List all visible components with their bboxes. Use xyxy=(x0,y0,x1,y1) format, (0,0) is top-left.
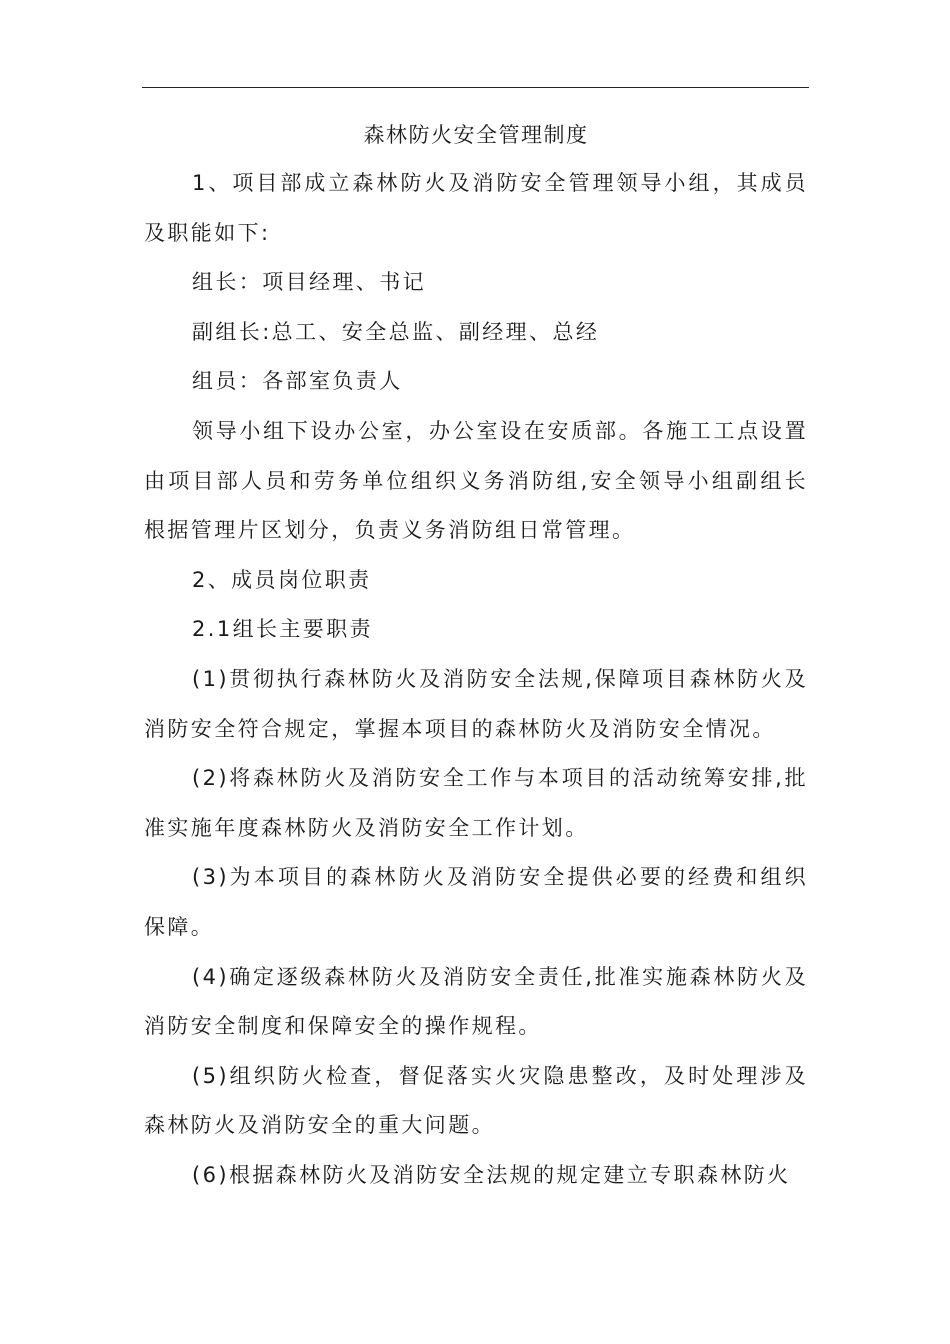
paragraph-org-setup: 1、项目部成立森林防火及消防安全管理领导小组，其成员及职能如下: xyxy=(144,171,808,245)
document-body xyxy=(144,111,808,1200)
paragraph-duty-6: (6)根据森林防火及消防安全法规的规定建立专职森林防火 xyxy=(192,1162,791,1187)
paragraph-members: 组员：各部室负责人 xyxy=(192,369,403,394)
paragraph-duty-4: (4)确定逐级森林防火及消防安全责任,批准实施森林防火及消防安全制度和保障安全的操作规程。 xyxy=(144,964,808,1039)
paragraph-section-2: 2、成员岗位职责 xyxy=(192,567,372,592)
paragraph-duty-3: (3)为本项目的森林防火及消防安全提供必要的经费和组织保障。 xyxy=(144,865,808,939)
header-rule xyxy=(142,87,809,88)
paragraph-section-2-1: 2.1组长主要职责 xyxy=(192,617,373,642)
paragraph-office: 领导小组下设办公室，办公室设在安质部。各施工工点设置由项目部人员和劳务单位组织义务消防组,安全领导小组副组长根据管理片区划分，负责义务消防组日常管理。 xyxy=(144,418,808,543)
paragraph-duty-2: (2)将森林防火及消防安全工作与本项目的活动统筹安排,批准实施年度森林防火及消防安全工作计划。 xyxy=(144,766,808,840)
paragraph-deputy-leader: 副组长:总工、安全总监、副经理、总经 xyxy=(192,319,600,344)
paragraph-leader: 组长：项目经理、书记 xyxy=(192,270,426,295)
document-title: 森林防火安全管理制度 xyxy=(363,123,589,147)
paragraph-duty-1: (1)贯彻执行森林防火及消防安全法规,保障项目森林防火及消防安全符合规定，掌握本项目的森林防火及消防安全情况。 xyxy=(144,666,808,741)
paragraph-duty-5: (5)组织防火检查，督促落实火灾隐患整改，及时处理涉及森林防火及消防安全的重大问题。 xyxy=(144,1063,808,1138)
